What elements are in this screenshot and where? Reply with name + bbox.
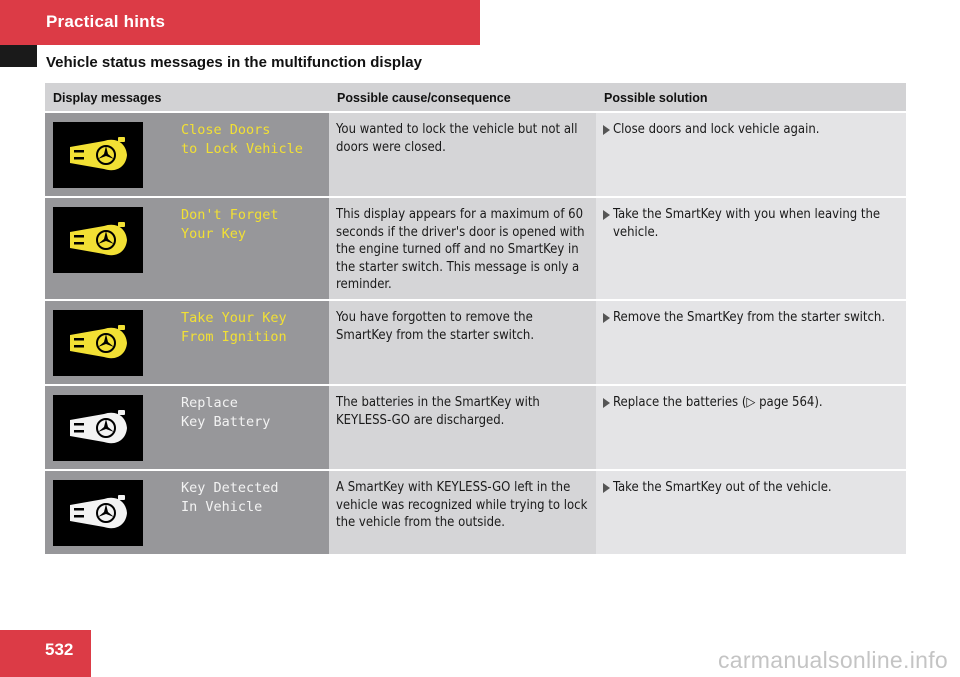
arrow-right-icon [602, 206, 613, 223]
solution-cell [596, 198, 906, 299]
solution-cell [596, 301, 906, 384]
display-message-cell [45, 386, 329, 469]
section-header [0, 0, 480, 45]
status-messages-table [45, 83, 906, 556]
cause-cell: A SmartKey with KEYLESS-GO left in the vehicle was recognized while trying to lock the vehicle from the outside. [329, 471, 596, 554]
smartkey-icon [66, 323, 130, 363]
table-row [45, 113, 906, 196]
cause-cell: This display appears for a maximum of 60 seconds if the driver's door is opened with the engine turned off and no SmartKey in the starter switch. This message is only a reminder. [329, 198, 596, 299]
solution-text: Remove the SmartKey from the starter switch. [613, 310, 886, 325]
display-message-line-1: Key Detected [181, 480, 279, 496]
watermark: carmanualsonline.info [717, 647, 948, 673]
display-message-line-2: Key Battery [181, 414, 271, 430]
display-message-line-1: Don't Forget [181, 207, 279, 223]
display-message-line-1: Close Doors [181, 122, 271, 138]
smartkey-icon [66, 135, 130, 175]
solution-cell [596, 113, 906, 196]
solution-text: Take the SmartKey with you when leaving the vehicle. [613, 207, 881, 240]
table-row [45, 386, 906, 469]
cause-cell: You have forgotten to remove the SmartKey from the starter switch. [329, 301, 596, 384]
display-screen [53, 122, 143, 188]
page-title: Vehicle status messages in the multifunction display [46, 54, 422, 71]
arrow-right-icon [602, 394, 613, 411]
display-message-line-1: Take Your Key [181, 310, 287, 326]
cause-cell: You wanted to lock the vehicle but not all doors were closed. [329, 113, 596, 196]
display-message-cell [45, 301, 329, 384]
column-header-solution: Possible solution [604, 91, 708, 105]
column-header-cause: Possible cause/consequence [337, 91, 511, 105]
display-message-cell [45, 198, 329, 299]
section-label: Practical hints [46, 12, 166, 31]
page-number: 532 [0, 630, 91, 677]
solution-cell [596, 386, 906, 469]
smartkey-icon [66, 408, 130, 448]
cause-cell: The batteries in the SmartKey with KEYLESS-GO are discharged. [329, 386, 596, 469]
display-screen [53, 310, 143, 376]
display-message-cell [45, 471, 329, 554]
solution-text: Close doors and lock vehicle again. [613, 122, 820, 137]
display-message-line-2: In Vehicle [181, 499, 263, 515]
smartkey-icon [66, 493, 130, 533]
smartkey-icon [66, 220, 130, 260]
table-row [45, 471, 906, 554]
display-message-line-2: Your Key [181, 226, 247, 242]
solution-cell [596, 471, 906, 554]
display-message-line-2: to Lock Vehicle [181, 141, 303, 157]
display-message-line-2: From Ignition [181, 329, 287, 345]
solution-text: Take the SmartKey out of the vehicle. [613, 480, 832, 495]
display-screen [53, 207, 143, 273]
display-message-cell [45, 113, 329, 196]
display-screen [53, 395, 143, 461]
solution-text: Replace the batteries (▷ page 564). [613, 395, 823, 410]
table-row [45, 301, 906, 384]
arrow-right-icon [602, 121, 613, 138]
arrow-right-icon [602, 479, 613, 496]
column-header-display-messages: Display messages [53, 91, 162, 105]
table-row [45, 198, 906, 299]
display-screen [53, 480, 143, 546]
header-notch [0, 45, 37, 67]
display-message-line-1: Replace [181, 395, 238, 411]
arrow-right-icon [602, 309, 613, 326]
table-header [45, 83, 906, 111]
